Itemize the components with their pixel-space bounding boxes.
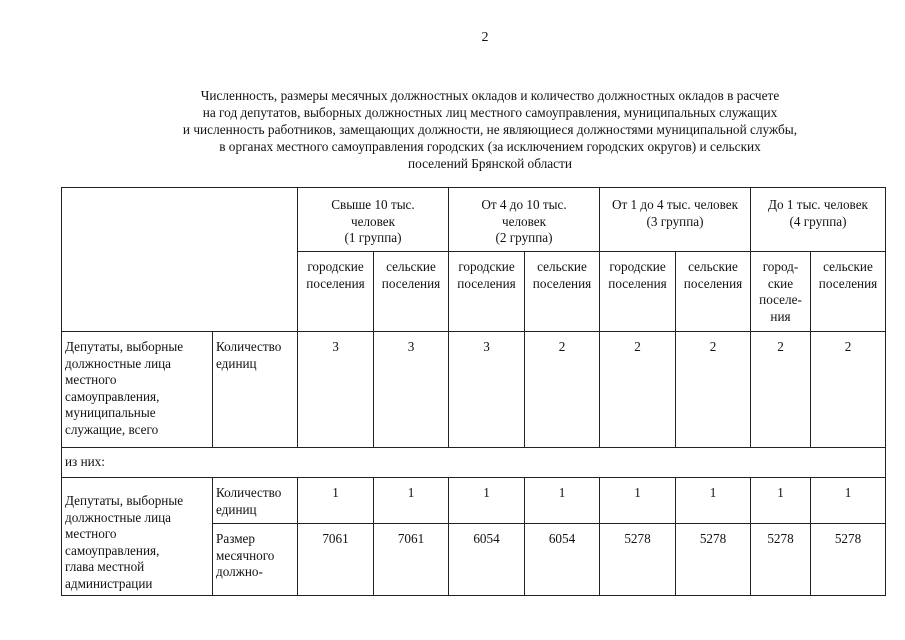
group-header-row [62, 188, 886, 252]
title-line: поселений Брянской области [407, 156, 572, 171]
group-header-2: От 4 до 10 тыс. человек (2 группа) [449, 188, 600, 252]
row-label-deputies: Депутаты, выборные должностные лица местного самоуправления, глава местной администрации [62, 478, 213, 596]
table-cell: 2 [600, 332, 676, 448]
row-label-total: Депутаты, выборные должностные лица местного самоуправления, муниципальные служащие, всего [62, 332, 213, 448]
table-cell: 2 [676, 332, 751, 448]
table-cell: 6054 [449, 524, 525, 596]
table-cell: 2 [751, 332, 811, 448]
document-title [95, 87, 885, 172]
table-cell: 2 [525, 332, 600, 448]
title-line: Численность, размеры месячных должностных окладов и количество должностных окладов в расчете [200, 88, 780, 103]
subheader-rural-1: сельские поселения [374, 252, 449, 332]
subheader-urban-3: городские поселения [600, 252, 676, 332]
row-type-count: Количество единиц [213, 478, 298, 524]
group-header-4: До 1 тыс. человек (4 группа) [751, 188, 886, 252]
subheader-rural-2: сельские поселения [525, 252, 600, 332]
table-cell: 3 [298, 332, 374, 448]
staffing-table [61, 187, 886, 596]
table-cell: 5278 [811, 524, 886, 596]
table-cell: 7061 [374, 524, 449, 596]
subheader-urban-1: городские поселения [298, 252, 374, 332]
table-cell: 1 [751, 478, 811, 524]
title-line: на год депутатов, выборных должностных лиц местного самоуправления, муниципальных служащих [202, 105, 778, 120]
table-row [62, 448, 886, 478]
of-them-label: из них: [62, 448, 886, 478]
table-cell: 1 [374, 478, 449, 524]
page-number: 2 [481, 30, 489, 45]
table-cell: 1 [811, 478, 886, 524]
table-cell: 6054 [525, 524, 600, 596]
corner-cell [62, 188, 298, 332]
table-cell: 1 [298, 478, 374, 524]
table-cell: 3 [449, 332, 525, 448]
subheader-rural-3: сельские поселения [676, 252, 751, 332]
table-cell: 1 [525, 478, 600, 524]
title-line: в органах местного самоуправления городских (за исключением городских округов) и сельских [219, 139, 761, 154]
table-cell: 1 [600, 478, 676, 524]
table-row [62, 478, 886, 524]
table-cell: 1 [449, 478, 525, 524]
table-cell: 5278 [600, 524, 676, 596]
row-type-count: Количество единиц [213, 332, 298, 448]
table-cell: 5278 [751, 524, 811, 596]
table-cell: 7061 [298, 524, 374, 596]
table-cell: 3 [374, 332, 449, 448]
table-cell: 2 [811, 332, 886, 448]
group-header-3: От 1 до 4 тыс. человек (3 группа) [600, 188, 751, 252]
subheader-urban-2: городские поселения [449, 252, 525, 332]
table-row [62, 332, 886, 448]
table-cell: 1 [676, 478, 751, 524]
table-cell: 5278 [676, 524, 751, 596]
group-header-1: Свыше 10 тыс. человек (1 группа) [298, 188, 449, 252]
row-type-size: Размер месячного должно- [213, 524, 298, 596]
title-line: и численность работников, замещающих должности, не являющиеся должностями муниципальной службы, [182, 122, 798, 137]
subheader-urban-4: город- ские поселе- ния [751, 252, 811, 332]
subheader-rural-4: сельские поселения [811, 252, 886, 332]
